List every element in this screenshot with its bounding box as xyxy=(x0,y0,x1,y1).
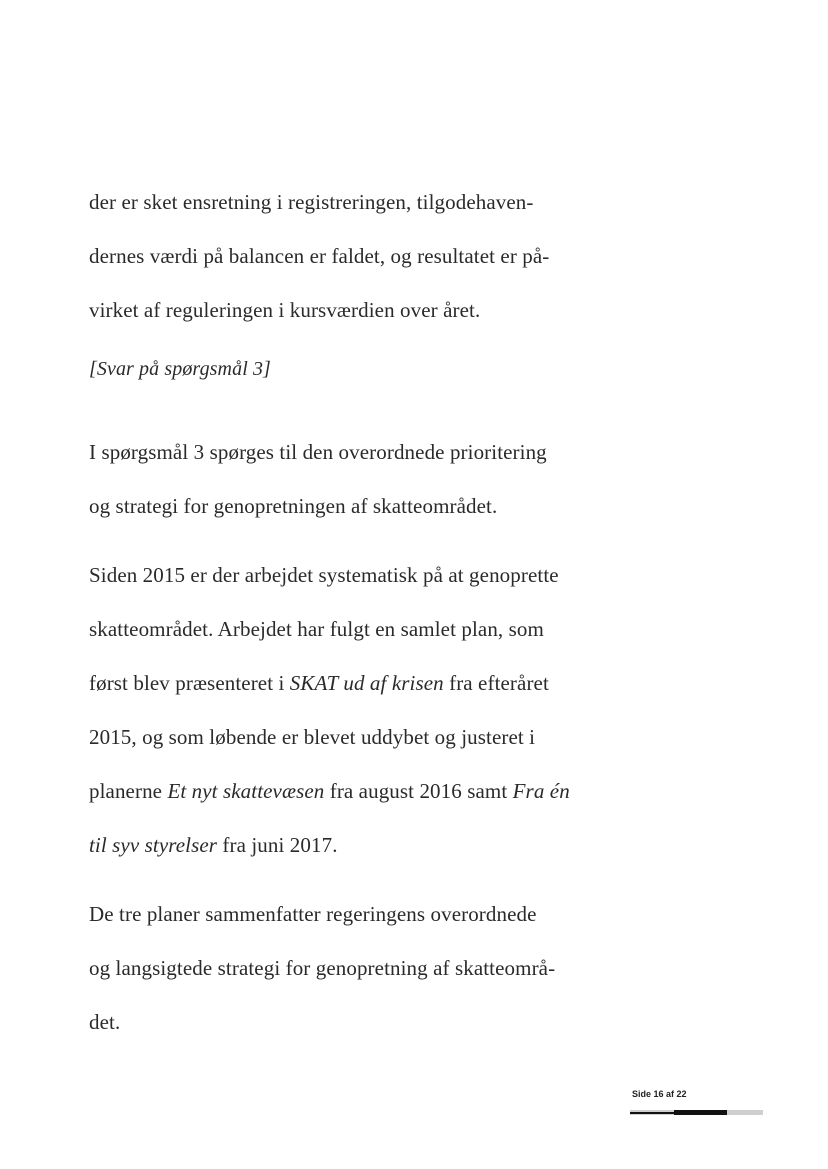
text-line xyxy=(89,440,547,464)
text-run: først blev præsenteret i xyxy=(89,671,290,695)
text-line xyxy=(89,190,534,214)
text-line xyxy=(89,244,549,268)
page-number: Side 16 af 22 xyxy=(632,1089,687,1099)
page-footer xyxy=(630,1089,765,1119)
text-line xyxy=(89,298,480,322)
text-run: skatteområdet. Arbejdet har fulgt en samlet plan, som xyxy=(89,617,544,641)
answer-heading xyxy=(89,357,271,381)
text-run: Siden 2015 er der arbejdet systematisk på at genoprette xyxy=(89,563,559,587)
text-run: og langsigtede strategi for genopretning af skatteområ- xyxy=(89,956,556,980)
text-line xyxy=(89,725,535,749)
text-run: planerne xyxy=(89,779,168,803)
italic-title: SKAT ud af krisen xyxy=(289,671,444,695)
text-line xyxy=(89,671,549,695)
text-line xyxy=(89,956,555,980)
text-run: og strategi for genopretningen af skatteområdet. xyxy=(89,494,498,518)
page-progress-bar xyxy=(630,1110,763,1115)
page-progress-lead xyxy=(630,1112,674,1114)
text-line xyxy=(89,1010,120,1034)
text-run: der er sket ensretning i registreringen, tilgodehaven- xyxy=(89,190,534,214)
text-line xyxy=(89,617,544,641)
text-run: fra juni 2017. xyxy=(217,833,338,857)
italic-title: [Svar på spørgsmål 3] xyxy=(89,358,271,380)
text-run: 2015, og som løbende er blevet uddybet og justeret i xyxy=(89,725,536,749)
italic-title: til syv styrelser xyxy=(89,833,218,857)
text-line xyxy=(89,494,497,518)
italic-title: Et nyt skattevæsen xyxy=(167,779,325,803)
italic-title: Fra én xyxy=(512,779,570,803)
text-run: dernes værdi på balancen er faldet, og resultatet er på- xyxy=(89,244,550,268)
text-line xyxy=(89,902,537,926)
text-run: det. xyxy=(89,1010,121,1034)
text-line xyxy=(89,833,338,857)
text-line xyxy=(89,563,559,587)
text-run: fra efteråret xyxy=(443,671,549,695)
text-run: De tre planer sammenfatter regeringens overordnede xyxy=(89,902,537,926)
text-line xyxy=(89,779,570,803)
text-run: I spørgsmål 3 spørges til den overordnede prioritering xyxy=(89,440,547,464)
text-run: fra august 2016 samt xyxy=(324,779,513,803)
page-progress-fill xyxy=(674,1110,727,1115)
text-run: virket af reguleringen i kursværdien over året. xyxy=(89,298,481,322)
